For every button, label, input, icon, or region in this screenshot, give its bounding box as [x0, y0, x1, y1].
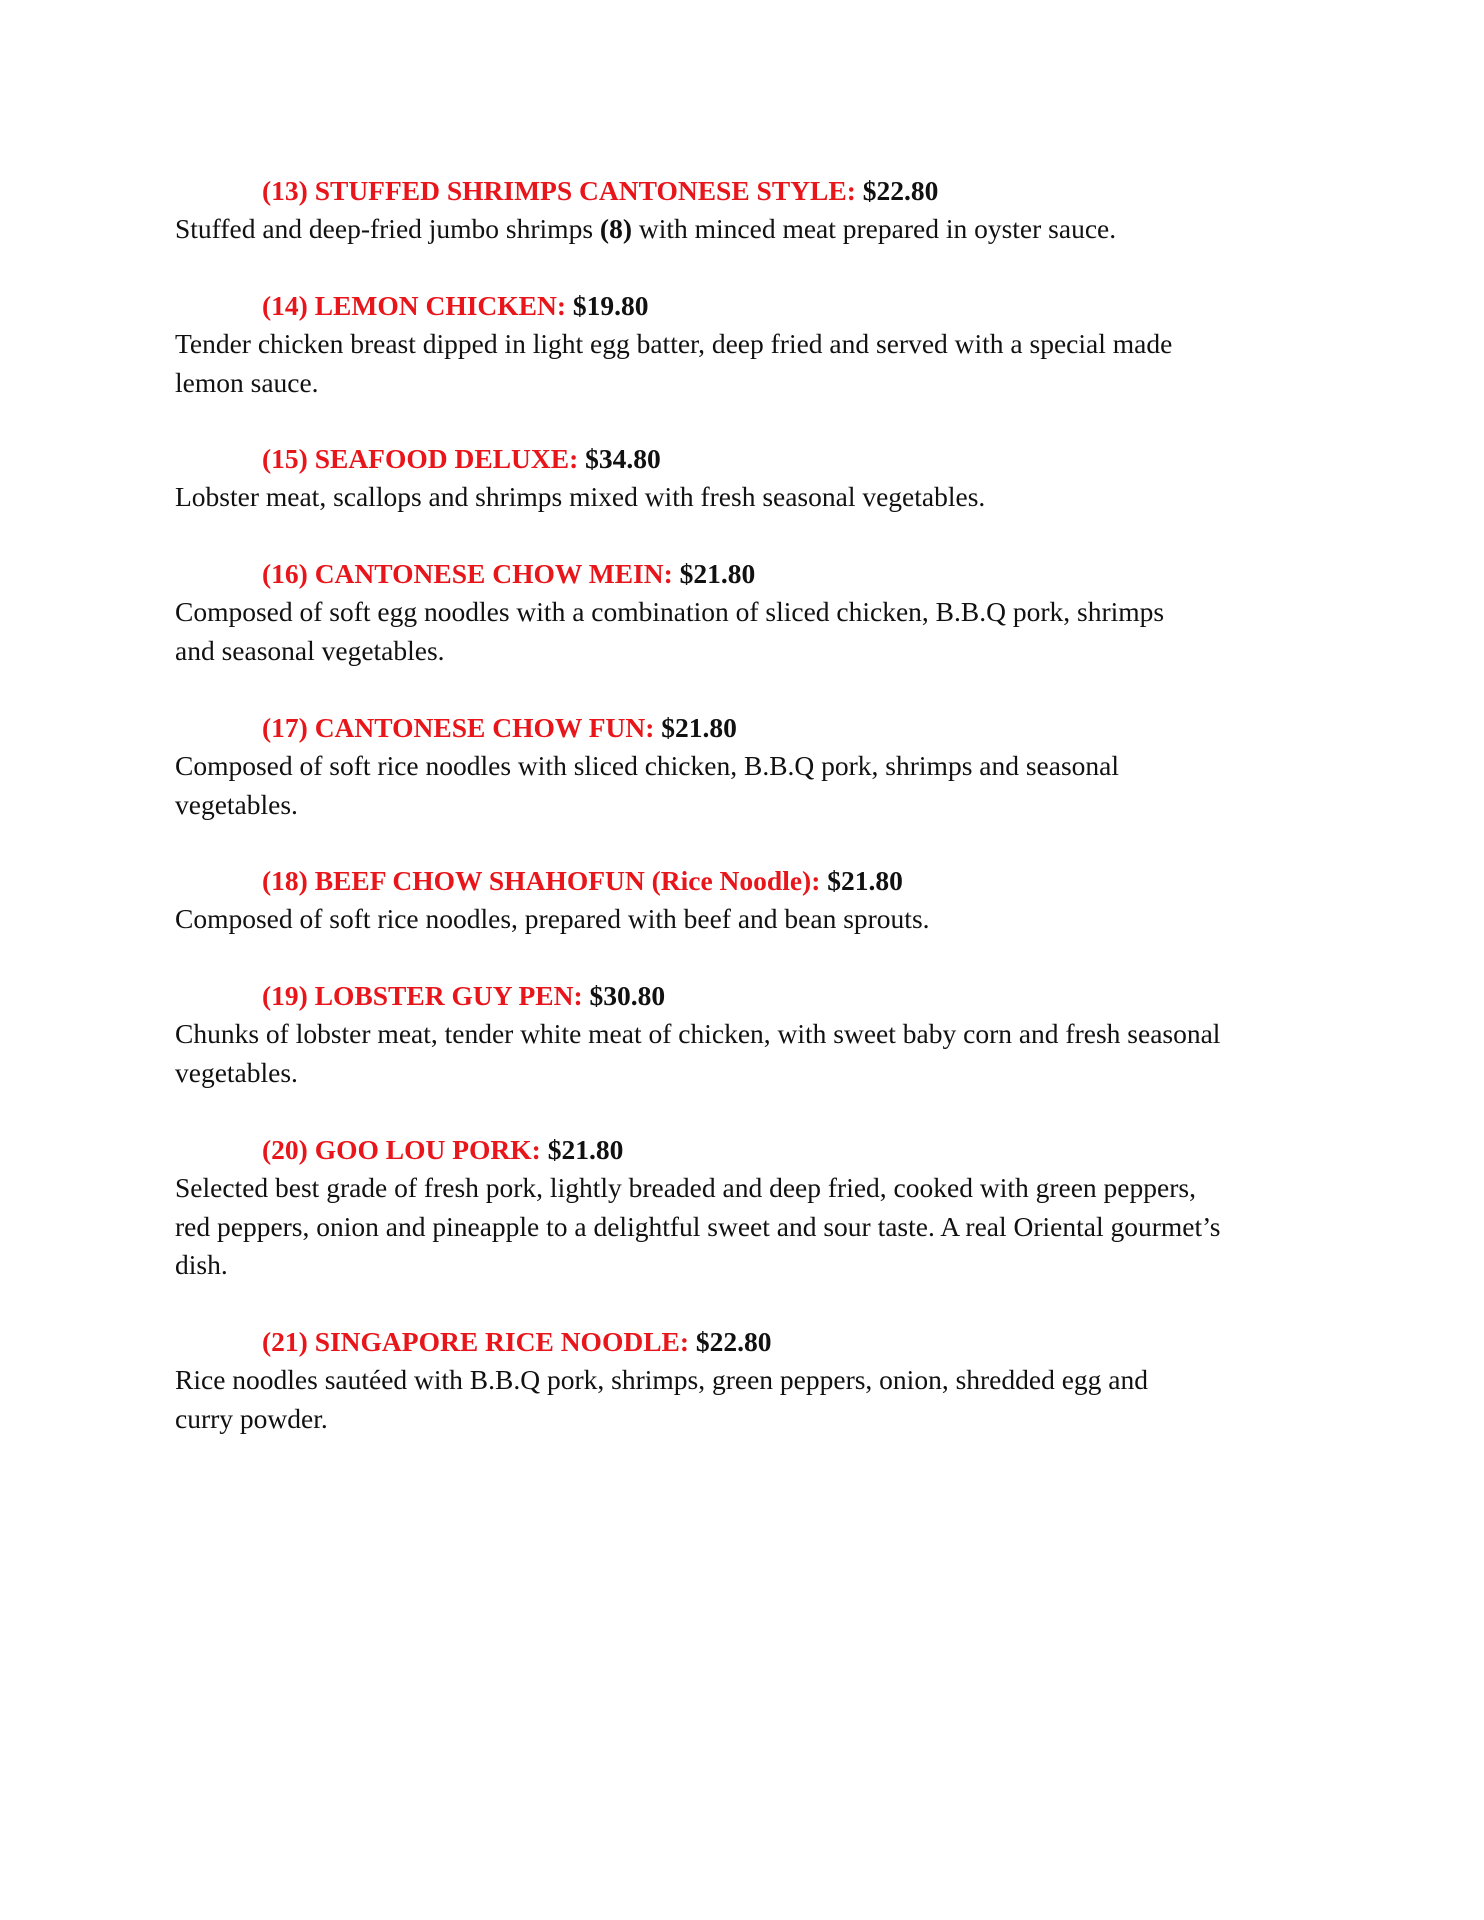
description-line: red peppers, onion and pineapple to a delightful sweet and sour taste. A real Oriental gourmet’s	[175, 1210, 1221, 1242]
menu-item-price: $19.80	[572, 289, 649, 321]
description-line: Composed of soft egg noodles with a combination of sliced chicken, B.B.Q pork, shrimps	[175, 596, 1165, 628]
description-line: lemon sauce.	[175, 366, 319, 398]
menu-item-title	[175, 1323, 1295, 1361]
menu-item-16	[175, 555, 1295, 671]
description-line: Rice noodles sautéed with B.B.Q pork, shrimps, green peppers, onion, shredded egg and	[175, 1364, 1149, 1396]
description-line: Composed of soft rice noodles, prepared with beef and bean sprouts.	[175, 903, 930, 935]
menu-item-description	[175, 210, 1295, 249]
menu-item-price: $21.80	[547, 1133, 624, 1165]
menu-item-name: (18) BEEF CHOW SHAHOFUN (Rice Noodle):	[262, 865, 821, 897]
menu-item-15	[175, 440, 1295, 517]
description-line: and seasonal vegetables.	[175, 634, 445, 666]
menu-item-title	[175, 287, 1295, 325]
menu-item-13	[175, 172, 1295, 249]
description-line: Chunks of lobster meat, tender white meat of chicken, with sweet baby corn and fresh seasonal	[175, 1018, 1221, 1050]
menu-item-description	[175, 593, 1295, 671]
menu-item-title	[175, 862, 1295, 900]
description-line: Selected best grade of fresh pork, lightly breaded and deep fried, cooked with green peppers,	[175, 1171, 1196, 1203]
menu-item-name: (19) LOBSTER GUY PEN:	[262, 980, 583, 1012]
menu-item-20	[175, 1131, 1295, 1285]
menu-item-description	[175, 478, 1295, 517]
menu-item-price: $21.80	[679, 558, 756, 590]
description-line: Composed of soft rice noodles with sliced chicken, B.B.Q pork, shrimps and seasonal	[175, 749, 1120, 781]
description-line: Lobster meat, scallops and shrimps mixed with fresh seasonal vegetables.	[175, 481, 986, 513]
description-line: vegetables.	[175, 1056, 298, 1088]
menu-item-description	[175, 900, 1295, 939]
menu-item-price: $21.80	[827, 865, 903, 897]
quantity-text: (8)	[599, 213, 632, 244]
menu-item-description	[175, 1169, 1295, 1285]
menu-item-name: (17) CANTONESE CHOW FUN:	[262, 711, 655, 743]
menu-item-price: $21.80	[661, 711, 737, 743]
menu-list	[175, 172, 1295, 1477]
menu-item-description	[175, 1015, 1295, 1093]
menu-item-title	[175, 977, 1295, 1015]
menu-item-price: $22.80	[862, 175, 939, 206]
menu-item-description	[175, 1361, 1295, 1439]
menu-item-name: (20) GOO LOU PORK:	[262, 1133, 541, 1165]
description-line: curry powder.	[175, 1402, 328, 1434]
menu-item-21	[175, 1323, 1295, 1439]
menu-item-18	[175, 862, 1295, 939]
description-line: Tender chicken breast dipped in light egg batter, deep fried and served with a special made	[175, 327, 1173, 359]
menu-item-17	[175, 709, 1295, 825]
menu-item-name: (13) STUFFED SHRIMPS CANTONESE STYLE:	[262, 175, 856, 206]
menu-item-description	[175, 747, 1295, 825]
description-line: dish.	[175, 1249, 228, 1281]
menu-item-name: (15) SEAFOOD DELUXE:	[262, 443, 579, 475]
description-text: Stuffed and deep-fried jumbo shrimps	[175, 213, 600, 244]
menu-item-title	[175, 440, 1295, 478]
description-text: with minced meat prepared in oyster sauce.	[631, 213, 1117, 244]
menu-item-14	[175, 287, 1295, 403]
menu-item-19	[175, 977, 1295, 1093]
menu-item-title	[175, 1131, 1295, 1169]
menu-item-name: (21) SINGAPORE RICE NOODLE:	[262, 1326, 690, 1358]
menu-item-title	[175, 555, 1295, 593]
menu-item-description	[175, 325, 1295, 403]
description-line: vegetables.	[175, 788, 298, 820]
menu-item-name: (14) LEMON CHICKEN:	[262, 289, 567, 321]
menu-item-price: $34.80	[585, 443, 661, 475]
menu-item-price: $22.80	[695, 1326, 772, 1358]
menu-item-title	[175, 172, 1295, 210]
menu-item-title	[175, 709, 1295, 747]
menu-item-price: $30.80	[589, 980, 666, 1012]
menu-item-name: (16) CANTONESE CHOW MEIN:	[262, 558, 673, 590]
